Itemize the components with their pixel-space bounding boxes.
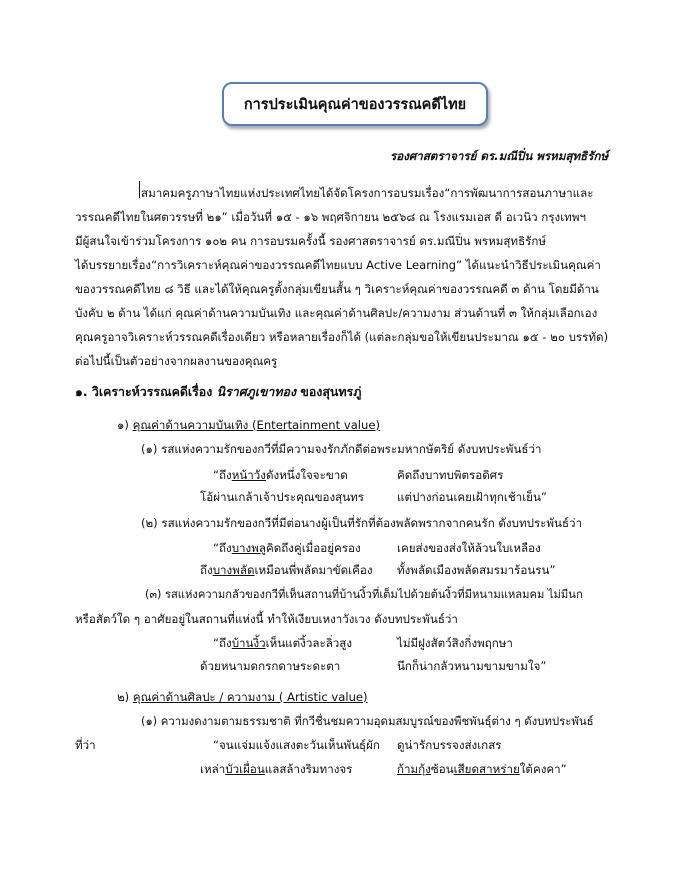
poem-text: เห็นแต่งิ้วละลิ่วสูง [265, 636, 353, 650]
poem-text: เหล่า [200, 762, 226, 776]
intro-line: คุณครูอาจวิเคราะห์วรรณคดีเรื่องเดียว หรือหลายเรื่องก็ได้ (แต่ละกลุ่มขอให้เขียนประมาณ ๑๕ - ๒๐ บรรทัด) [75, 330, 609, 344]
item-text: ที่ว่า [75, 738, 96, 752]
poem-line: ทั้งพลัดเมืองพลัดสมรมาร้อนรน” [397, 563, 556, 577]
poem-line: ดูน่ารักบรรจงส่งเกสร [397, 738, 502, 752]
poem-text: ใต้คงคา” [519, 762, 567, 776]
text-cursor [139, 181, 140, 198]
intro-line: ของวรรณคดีไทย ๘ วิธี และได้ให้คุณครูตั้งกลุ่มเขียนสั้น ๆ วิเคราะห์คุณค่าของวรรณคดี ๓ ด้าน โดยมีด้าน [75, 282, 599, 296]
poem-line: แต่ปางก่อนเคยเฝ้าทุกเช้าเย็น” [397, 490, 547, 504]
poem-plant-name: เสียดสาหร่าย [453, 762, 520, 776]
subheading-label: คุณค่าด้านศิลปะ / ความงาม ( Artistic value) [132, 690, 368, 704]
intro-line: วรรณคดีไทยในศตวรรษที่ ๒๑” เมื่อวันที่ ๑๕ - ๑๖ พฤศจิกายน ๒๕๖๘ ณ โรงแรมเอส ดี อเวนิว กรุงเทพฯ [75, 210, 586, 224]
poem-place-name: หน้าวัง [231, 468, 266, 482]
poem-text: “ถึง [213, 541, 232, 555]
subheading-entertainment [117, 418, 380, 432]
poem-text: แลสล้างริมทางจร [264, 762, 353, 776]
section-heading-suffix: ของสุนทรภู่ [296, 384, 362, 399]
item-text: (๑) ความงดงามตามธรรมชาติ ที่กวีชื่นชมความอุดมสมบูรณ์ของพืชพันธุ์ต่าง ๆ ดังบทประพันธ์ [141, 714, 594, 728]
poem-line [213, 541, 361, 555]
item-text: (๒) รสแห่งความรักของกวีที่มีต่อนางผู้เป็นที่รักที่ต้องพลัดพรากจากคนรัก ดังบทประพันธ์ว่า [141, 516, 583, 530]
subheading-number: ๒) [117, 690, 133, 704]
section-heading-prefix: ๑. วิเคราะห์วรรณคดีเรื่อง [75, 384, 217, 399]
poem-place-name: บ้านงิ้ว [231, 636, 266, 650]
poem-line: โอ้ผ่านเกล้าเจ้าประคุณของสุนทร [200, 490, 365, 504]
item-text: (๓) รสแห่งความกลัวของกวีที่เห็นสถานที่บ้านงิ้วที่เต็มไปด้วยต้นงิ้วที่มีหนามแหลมคม ไม่มีนก [145, 588, 583, 601]
item-text: (๑) รสแห่งความรักของกวีที่มีความจงรักภักดีต่อพระมหากษัตริย์ ดังบทประพันธ์ว่า [141, 442, 542, 456]
poem-line [200, 762, 352, 776]
intro-line: ได้บรรยายเรื่อง“การวิเคราะห์คุณค่าของวรรณคดีไทยแบบ Active Learning” ได้แนะนำวิธีประเมินคุณค่า [75, 258, 601, 272]
intro-line: ต่อไปนี้เป็นตัวอย่างจากผลงานของคุณครู [75, 354, 278, 368]
author-line: รองศาสตราจารย์ ดร.มณีปิ่น พรหมสุทธิรักษ์ [390, 149, 609, 163]
poem-text: คิดถึงคู่เมื่ออยู่ครอง [265, 541, 361, 555]
intro-line: สมาคมครูภาษาไทยแห่งประเทศไทยได้จัดโครงการอบรมเรื่อง“การพัฒนาการสอนภาษาและ [141, 186, 594, 200]
subheading-artistic [117, 690, 368, 704]
poem-text: ซ้อน [430, 762, 454, 776]
poem-line [200, 563, 373, 577]
poem-text: “ถึง [213, 468, 232, 482]
poem-line: ด้วยหนามดกรกดาษระดะตา [200, 659, 341, 673]
poem-place-name: บัวเผื่อน [225, 762, 265, 776]
subheading-label: คุณค่าด้านความบันเทิง (Entertainment value) [132, 418, 381, 432]
poem-line [213, 468, 348, 482]
poem-line: คิดถึงบาทบพิตรอดิศร [397, 468, 504, 482]
subheading-number: ๑) [117, 418, 133, 432]
section-work-title: นิราศภูเขาทอง [216, 384, 297, 399]
poem-text: ถึง [200, 563, 213, 577]
poem-place-name: บางพลู [231, 541, 266, 555]
title-box [222, 82, 488, 126]
poem-place-name: บางพลัด [212, 563, 255, 577]
intro-line: มีผู้สนใจเข้าร่วมโครงการ ๑๐๒ คน การอบรมครั้งนี้ รองศาสตราจารย์ ดร.มณีปิ่น พรหมสุทธิรักษ์ [75, 234, 547, 248]
intro-line: บังคับ ๒ ด้าน ได้แก่ คุณค่าด้านความบันเทิง และคุณค่าด้านศิลปะ/ความงาม ส่วนด้านที่ ๓ ให้กลุ่มเลือกเอง [75, 306, 598, 320]
poem-line: ไม่มีฝูงสัตว์สิงกิ่งพฤกษา [397, 636, 513, 650]
section-heading [75, 385, 361, 399]
poem-text: เหมือนพี่พลัดมาขัดเคือง [254, 563, 373, 577]
poem-text: ดังหนึ่งใจจะขาด [265, 468, 348, 482]
poem-line [397, 762, 567, 776]
page-title: การประเมินคุณค่าของวรรณคดีไทย [243, 96, 467, 113]
poem-line: “จนแจ่มแจ้งแสงตะวันเห็นพันธุ์ผัก [213, 738, 380, 752]
poem-text: “ถึง [213, 636, 232, 650]
poem-line [213, 636, 352, 650]
poem-plant-name: ก้ามกุ้ง [397, 762, 431, 776]
poem-line: นึกก็น่ากลัวหนามขามขามใจ” [397, 659, 547, 673]
poem-line: เคยส่งของส่งให้ล้วนใบเหลือง [397, 541, 541, 555]
item-text: หรือสัตว์ใด ๆ อาศัยอยู่ในสถานที่แห่งนี้ ทำให้เงียบเหงาวังเวง ดังบทประพันธ์ว่า [75, 612, 458, 626]
